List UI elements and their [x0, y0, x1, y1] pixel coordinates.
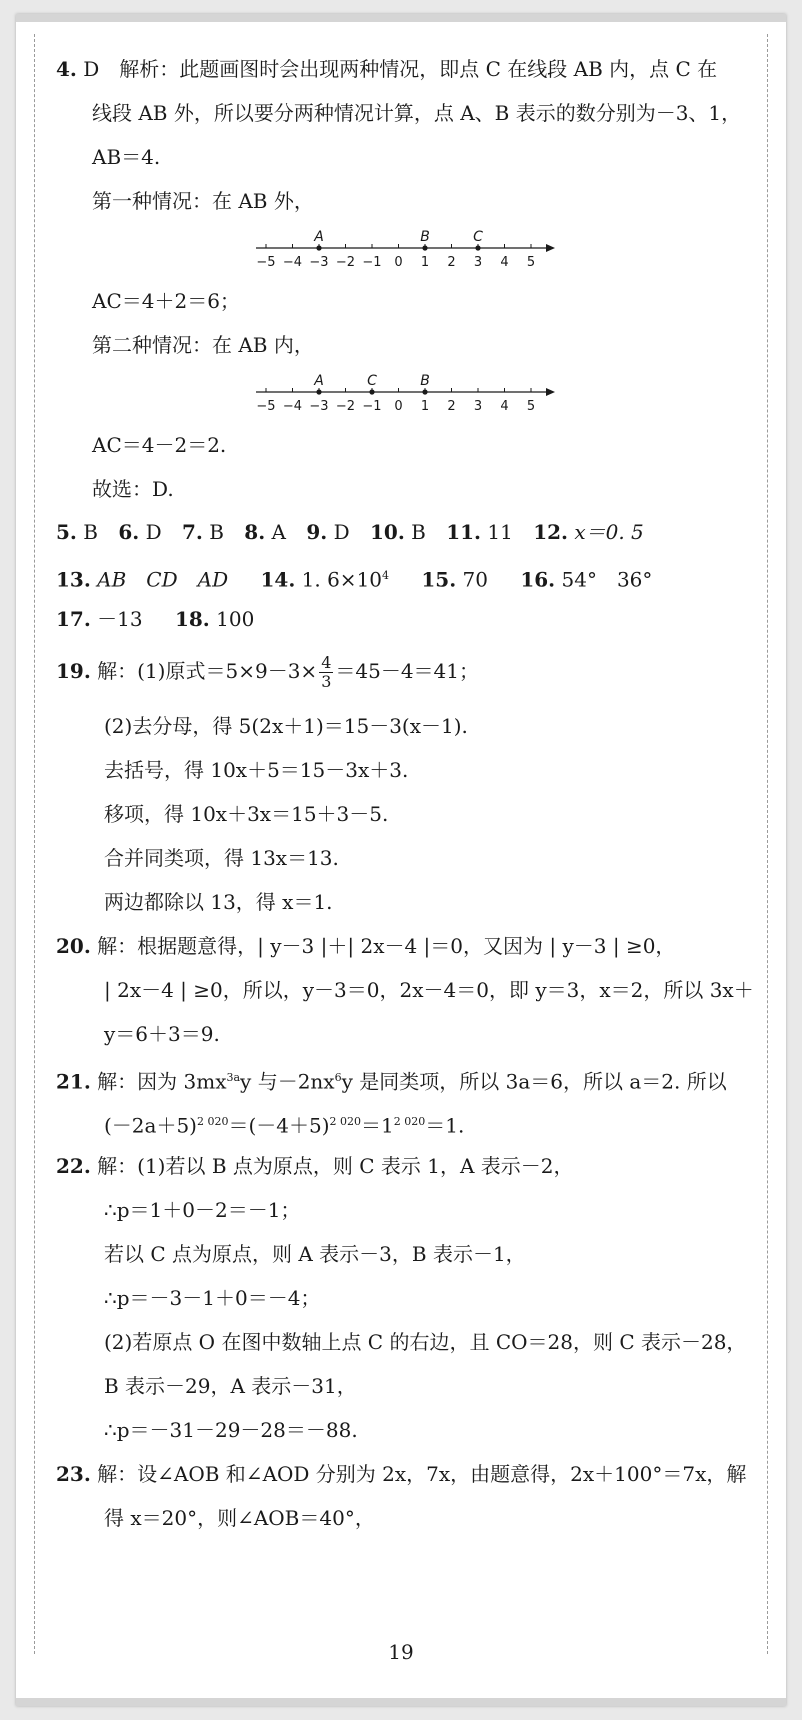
point-dot	[316, 245, 321, 250]
ans-6-num: 6.	[118, 520, 140, 544]
ans-13-val: AB CD AD	[97, 567, 229, 592]
q22-number: 22.	[56, 1154, 91, 1178]
q21-l2-exponent-2: 2 020	[329, 1115, 362, 1128]
axis-tick-label: 2	[447, 255, 456, 270]
q21-number: 21.	[56, 1069, 91, 1094]
axis-tick-label: 4	[500, 399, 509, 414]
q22-line-5: (2)若原点 O 在图中数轴上点 C 的右边，且 CO＝28，则 C 表示－28，	[104, 1330, 747, 1354]
q4-case1-result: AC＝4＋2＝6；	[92, 289, 240, 313]
ans-15-num: 15.	[421, 567, 457, 592]
q23-number: 23.	[56, 1462, 91, 1486]
ans-10-num: 10.	[370, 520, 405, 544]
q23-line-2: 得 x＝20°，则∠AOB＝40°，	[104, 1506, 375, 1530]
point-label: A	[314, 229, 324, 245]
ans-10-val: B	[411, 520, 426, 544]
q21-l2-b: ＝(－4＋5)	[228, 1113, 330, 1138]
axis-tick-label: −1	[362, 399, 382, 414]
answers-row-1	[56, 517, 786, 547]
ans-9-num: 9.	[306, 520, 328, 544]
ans-11-val: 11	[487, 520, 513, 544]
ans-8-val: A	[271, 520, 286, 544]
axis-tick-label: 3	[473, 255, 483, 270]
q22-line-3: 若以 C 点为原点，则 A 表示－3，B 表示－1，	[104, 1242, 526, 1266]
axis-tick-label: 0	[394, 399, 403, 414]
q19-line-3: 去括号，得 10x＋5＝15－3x＋3.	[104, 758, 409, 782]
fraction-four-thirds	[319, 654, 333, 691]
ans-14-num: 14.	[260, 567, 296, 592]
q21-line-2	[104, 1107, 802, 1141]
ans-16-val: 54° 36°	[561, 567, 653, 592]
q21-l2-c: ＝1	[361, 1113, 394, 1138]
q23-text-1: 解：设∠AOB 和∠AOD 分别为 2x，7x，由题意得，2x＋100°＝7x，解	[97, 1462, 747, 1486]
axis-tick-label: 0	[394, 255, 403, 270]
q21-text-b: y 与－2nx	[240, 1069, 335, 1094]
q23-line-1	[56, 1459, 786, 1489]
ans-17-num: 17.	[56, 607, 91, 631]
ans-8-num: 8.	[244, 520, 266, 544]
q22-line-7: ∴p＝－31－29－28＝－88.	[104, 1418, 358, 1442]
axis-tick-label: 5	[526, 255, 536, 270]
axis-tick-label: 5	[526, 399, 536, 414]
q22-line-6: B 表示－29，A 表示－31，	[104, 1374, 357, 1398]
q21-l2-exponent-3: 2 020	[393, 1115, 426, 1128]
q4-case2-result: AC＝4－2＝2.	[92, 433, 227, 457]
page-top-edge	[16, 14, 786, 22]
ans-5-num: 5.	[56, 520, 77, 544]
point-dot	[316, 389, 321, 394]
ans-18-val: 100	[216, 607, 255, 631]
q4-choose: 故选：D.	[92, 477, 174, 501]
point-label: A	[314, 373, 324, 389]
axis-tick-label: −2	[335, 399, 356, 414]
ans-9-val: D	[333, 520, 350, 544]
ans-13-num: 13.	[56, 567, 91, 592]
axis-tick-label: −1	[362, 255, 382, 270]
arrow-right-icon	[546, 388, 555, 396]
q20-line-3: y＝6＋3＝9.	[104, 1022, 220, 1046]
axis-tick-label: −3	[309, 255, 329, 270]
ans-6-val: D	[145, 520, 162, 544]
ans-14-val: 1. 6×10	[301, 567, 383, 592]
q21-l2-exponent-1: 2 020	[196, 1115, 229, 1128]
point-dot	[369, 389, 374, 394]
point-dot	[475, 245, 480, 250]
answers-row-3	[56, 604, 786, 634]
axis-tick-label: 1	[420, 255, 430, 270]
ans-18-num: 18.	[174, 607, 210, 631]
q22-line-4: ∴p＝－3－1＋0＝－4；	[104, 1286, 321, 1310]
q4-line-3: AB＝4.	[92, 145, 161, 169]
q21-text-a: 解：因为 3mx	[97, 1069, 227, 1094]
axis-tick-label: −2	[335, 255, 356, 270]
axis-tick-label: 3	[473, 399, 483, 414]
q21-exponent-1: 3a	[226, 1071, 241, 1084]
q19-line-1	[56, 654, 786, 691]
axis-tick-label: −4	[282, 399, 303, 414]
ans-7-val: B	[209, 520, 224, 544]
answer-page	[16, 14, 786, 1706]
axis-tick-label: −4	[282, 255, 303, 270]
q19-line-4: 移项，得 10x＋3x＝15＋3－5.	[104, 802, 389, 826]
number-line-case2	[256, 372, 556, 422]
q20-text-1: 解：根据题意得，| y－3 |＋| 2x－4 |＝0，又因为 | y－3 | ≥0，	[97, 934, 676, 958]
q20-number: 20.	[56, 934, 91, 958]
point-label: B	[420, 373, 430, 389]
q21-exponent-2: 6	[334, 1071, 342, 1084]
q19-text-post: ＝45－4＝41；	[335, 659, 479, 683]
q4-line-2: 线段 AB 外，所以要分两种情况计算，点 A、B 表示的数分别为－3、1，	[92, 101, 742, 125]
ans-7-num: 7.	[181, 520, 203, 544]
axis-tick-label: 2	[447, 399, 456, 414]
ans-16-num: 16.	[520, 567, 556, 592]
answers-row-2	[56, 561, 786, 595]
q20-line-1	[56, 931, 786, 961]
axis-tick-label: −3	[309, 399, 329, 414]
q21-l2-a: (－2a＋5)	[104, 1113, 197, 1138]
axis-tick-label: 4	[500, 255, 509, 270]
arrow-right-icon	[546, 244, 555, 252]
point-label: B	[420, 229, 430, 245]
point-dot	[422, 245, 427, 250]
q19-line-6: 两边都除以 13，得 x＝1.	[104, 890, 333, 914]
ans-12-val: x＝0. 5	[574, 520, 644, 544]
q4-number: 4.	[56, 57, 77, 81]
ans-15-val: 70	[462, 567, 488, 592]
q20-line-2: | 2x－4 | ≥0，所以，y－3＝0，2x－4＝0，即 y＝3，x＝2，所以 3x＋	[104, 978, 754, 1002]
page-number: 19	[388, 1640, 414, 1664]
q21-line-1	[56, 1063, 786, 1097]
ans-17-val: －13	[97, 607, 143, 631]
point-dot	[422, 389, 427, 394]
q22-line-1	[56, 1151, 786, 1181]
point-label: C	[473, 229, 483, 245]
page-bottom-edge	[16, 1698, 786, 1706]
ans-12-num: 12.	[533, 520, 568, 544]
q19-number: 19.	[56, 659, 91, 683]
fraction-denominator: 3	[321, 672, 332, 691]
ans-11-num: 11.	[446, 520, 482, 544]
axis-tick-label: −5	[256, 255, 276, 270]
point-label: C	[367, 373, 377, 389]
q19-text-pre: 解：(1)原式＝5×9－3×	[97, 659, 318, 683]
left-dashed-margin	[34, 34, 35, 1654]
q22-text-1: 解：(1)若以 B 点为原点，则 C 表示 1，A 表示－2，	[97, 1154, 574, 1178]
number-line-case1	[256, 228, 556, 278]
q4-case1-title: 第一种情况：在 AB 外，	[92, 189, 314, 213]
q4-text-1: D 解析：此题画图时会出现两种情况，即点 C 在线段 AB 内，点 C 在	[83, 57, 718, 81]
axis-tick-label: −5	[256, 399, 276, 414]
q19-line-2: (2)去分母，得 5(2x＋1)＝15－3(x－1).	[104, 714, 468, 738]
q21-text-c: y 是同类项，所以 3a＝6，所以 a＝2. 所以	[341, 1069, 727, 1094]
q4-line-1	[56, 54, 786, 84]
axis-tick-label: 1	[420, 399, 430, 414]
ans-5-val: B	[83, 520, 98, 544]
q19-line-5: 合并同类项，得 13x＝13.	[104, 846, 339, 870]
q4-case2-title: 第二种情况：在 AB 内，	[92, 333, 314, 357]
ans-14-exponent: 4	[382, 569, 390, 582]
q22-line-2: ∴p＝1＋0－2＝－1；	[104, 1198, 301, 1222]
fraction-numerator: 4	[321, 653, 332, 672]
q21-l2-d: ＝1.	[425, 1113, 465, 1138]
